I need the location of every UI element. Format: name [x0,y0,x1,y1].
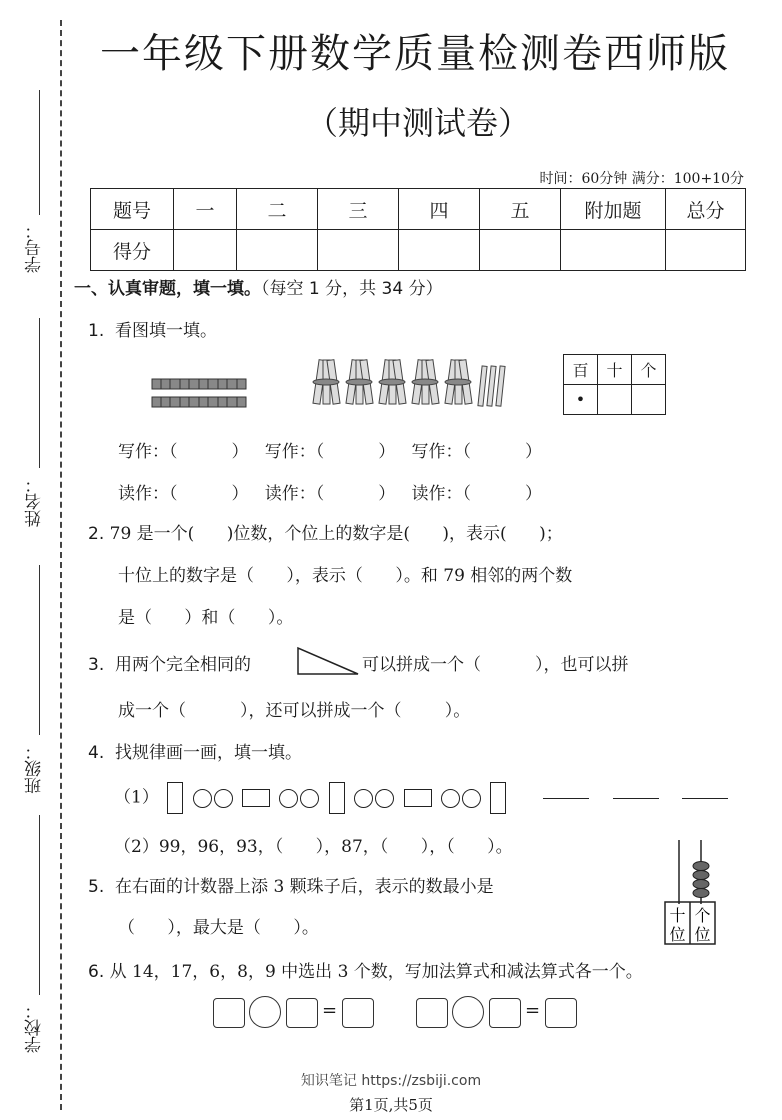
equals-sign: = [525,1000,541,1021]
answer-box[interactable] [342,998,374,1028]
question-number: 2. [88,524,105,544]
score-cell: 题号 [91,189,174,230]
place-cell [598,385,632,415]
tall-rect-shape [329,782,345,814]
read-row[interactable]: 读作：（ ） 读作：（ ） 读作：（ ） [118,484,543,504]
abacus-label: 十 [669,906,686,925]
question-text: 找规律画一画，填一填。 [115,743,303,763]
score-table-score-row [91,230,746,271]
circle-shape [214,789,233,808]
question-line[interactable]: 是（ ）和（ ）。 [118,608,294,628]
tall-rect-shape [490,782,506,814]
ten-rods-image [150,376,250,412]
score-input-cell[interactable] [666,230,746,271]
question-line[interactable]: 成一个（ ），还可以拼成一个（ ）。 [118,701,471,721]
rect-shape [404,789,432,807]
page-title: 一年级下册数学质量检测卷西师版 [100,31,730,77]
circle-shape [354,789,373,808]
operator-circle[interactable] [452,996,484,1028]
score-cell: 得分 [91,230,174,271]
place-header: 十 [598,355,632,385]
score-cell: 附加题 [561,189,666,230]
score-input-cell[interactable] [174,230,237,271]
score-cell: 一 [174,189,237,230]
place-header: 个 [632,355,666,385]
question-2 [88,519,563,544]
student-id-line [39,90,40,215]
question-6 [88,957,643,982]
score-cell: 四 [399,189,480,230]
class-label: 班级： [25,743,45,794]
score-input-cell[interactable] [237,230,318,271]
score-cell: 五 [480,189,561,230]
school-line [39,815,40,995]
section-note: （每空 1 分，共 34 分） [261,279,443,299]
triangle-icon [296,646,360,676]
place-value-chart [563,354,666,415]
section-heading [74,274,443,299]
question-line: 用两个完全相同的 [115,655,252,675]
question-5 [88,872,494,897]
student-id-label: 学号： [25,222,45,273]
rect-shape [242,789,270,807]
equals-sign: = [322,1000,338,1021]
question-line[interactable]: 十位上的数字是（ ），表示（ ）。和 79 相邻的两个数 [118,566,573,586]
operator-circle[interactable] [249,996,281,1028]
question-line[interactable]: （ ），最大是（ ）。 [118,918,319,938]
answer-box[interactable] [489,998,521,1028]
question-number: 3. [88,655,105,675]
binding-dashed-line [60,20,62,1110]
question-3 [88,650,251,675]
score-input-cell[interactable] [399,230,480,271]
score-table [90,188,746,271]
page-number: 第1页,共5页 [349,1096,433,1114]
abacus-label: 个 [694,906,711,925]
score-cell: 三 [318,189,399,230]
circle-shape [300,789,319,808]
write-row[interactable]: 写作：（ ） 写作：（ ） 写作：（ ） [118,442,543,462]
question-line[interactable]: 可以拼成一个（ ），也可以拼 [362,655,629,675]
tall-rect-shape [167,782,183,814]
stick-bundles-image [310,356,520,412]
page-subtitle: （期中测试卷） [306,104,531,142]
score-cell: 总分 [666,189,746,230]
place-cell [632,385,666,415]
student-name-label: 姓名： [25,476,45,527]
circle-shape [441,789,460,808]
answer-blank[interactable] [613,798,659,799]
question-number: 4. [88,743,105,763]
number-sequence[interactable]: （2）99，96，93，（ ），87，（ ），（ ）。 [114,837,513,857]
circle-shape [462,789,481,808]
circle-shape [279,789,298,808]
circle-shape [193,789,212,808]
score-input-cell[interactable] [318,230,399,271]
question-text: 看图填一填。 [115,321,218,341]
abacus-label: 位 [669,925,686,944]
question-line: 在右面的计数器上添 3 颗珠子后，表示的数最小是 [115,877,494,897]
abacus-label: 位 [694,925,711,944]
sub-question-label: （1） [114,787,159,808]
question-line[interactable]: 79 是一个( )位数，个位上的数字是( )，表示( )； [109,524,563,544]
abacus-image[interactable] [660,836,720,946]
score-input-cell[interactable] [561,230,666,271]
question-number: 6. [88,962,105,982]
score-input-cell[interactable] [480,230,561,271]
question-number: 5. [88,877,105,897]
answer-box[interactable] [416,998,448,1028]
answer-box[interactable] [286,998,318,1028]
class-line [39,565,40,735]
answer-box[interactable] [213,998,245,1028]
exam-meta: 时间：60分钟 满分：100+10分 [539,171,744,187]
student-name-line [39,318,40,468]
question-number: 1. [88,321,105,341]
section-title: 一、认真审题，填一填。 [74,279,261,299]
answer-blank[interactable] [543,798,589,799]
school-label: 学校： [25,1002,45,1053]
circle-shape [375,789,394,808]
score-cell: 二 [237,189,318,230]
answer-box[interactable] [545,998,577,1028]
question-1 [88,316,217,341]
site-watermark[interactable]: 知识笔记 https://zsbiji.com [300,1073,482,1089]
answer-blank[interactable] [682,798,728,799]
pattern-row [114,782,737,814]
bead-dot: • [564,385,598,415]
score-table-header-row [91,189,746,230]
question-text: 从 14，17，6，8，9 中选出 3 个数，写加法算式和减法算式各一个。 [109,962,643,982]
question-4 [88,738,302,763]
place-header: 百 [564,355,598,385]
